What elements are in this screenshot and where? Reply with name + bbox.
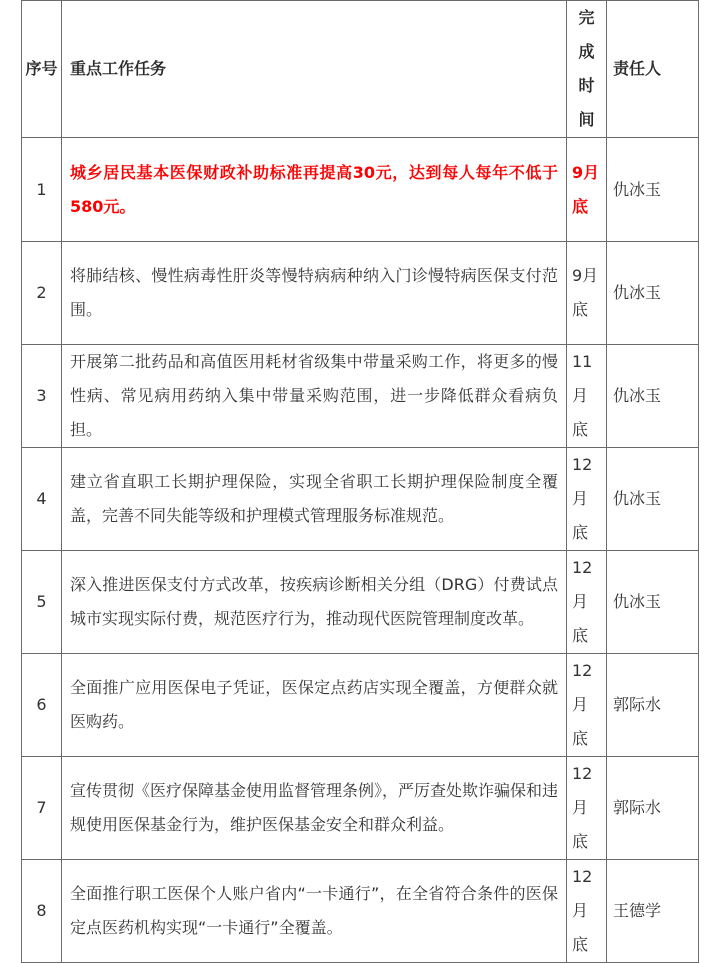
row-deadline: 12月底 — [567, 654, 607, 757]
row-task: 将肺结核、慢性病毒性肝炎等慢特病病种纳入门诊慢特病医保支付范围。 — [62, 242, 567, 345]
row-owner: 仇冰玉 — [607, 242, 699, 345]
row-index: 2 — [22, 242, 62, 345]
row-deadline: 12月底 — [567, 448, 607, 551]
row-owner: 王德学 — [607, 860, 699, 963]
row-task: 全面推广应用医保电子凭证，医保定点药店实现全覆盖，方便群众就医购药。 — [62, 654, 567, 757]
row-deadline: 9月底 — [567, 138, 607, 242]
table-header-row — [22, 1, 699, 138]
row-index: 3 — [22, 345, 62, 448]
header-task: 重点工作任务 — [62, 1, 567, 138]
task-table — [21, 0, 699, 963]
row-deadline: 12月底 — [567, 860, 607, 963]
row-deadline: 12月底 — [567, 551, 607, 654]
row-task: 城乡居民基本医保财政补助标准再提高30元，达到每人每年不低于580元。 — [62, 138, 567, 242]
row-owner: 仇冰玉 — [607, 138, 699, 242]
header-index: 序号 — [22, 1, 62, 138]
row-owner: 仇冰玉 — [607, 448, 699, 551]
row-index: 6 — [22, 654, 62, 757]
row-deadline: 9月底 — [567, 242, 607, 345]
table-row — [22, 654, 699, 757]
row-owner: 仇冰玉 — [607, 345, 699, 448]
row-deadline: 11月底 — [567, 345, 607, 448]
row-task: 深入推进医保支付方式改革，按疾病诊断相关分组（DRG）付费试点城市实现实际付费，规范医疗行为，推动现代医院管理制度改革。 — [62, 551, 567, 654]
table-row — [22, 448, 699, 551]
row-index: 7 — [22, 757, 62, 860]
row-deadline: 12月底 — [567, 757, 607, 860]
table-row — [22, 860, 699, 963]
row-task: 开展第二批药品和高值医用耗材省级集中带量采购工作，将更多的慢性病、常见病用药纳入集中带量采购范围，进一步降低群众看病负担。 — [62, 345, 567, 448]
header-owner: 责任人 — [607, 1, 699, 138]
row-task: 宣传贯彻《医疗保障基金使用监督管理条例》，严厉查处欺诈骗保和违规使用医保基金行为，维护医保基金安全和群众利益。 — [62, 757, 567, 860]
row-index: 5 — [22, 551, 62, 654]
row-owner: 郭际水 — [607, 757, 699, 860]
header-deadline: 完成时间 — [567, 1, 607, 138]
row-task: 建立省直职工长期护理保险，实现全省职工长期护理保险制度全覆盖，完善不同失能等级和护理模式管理服务标准规范。 — [62, 448, 567, 551]
table-row — [22, 345, 699, 448]
row-index: 1 — [22, 138, 62, 242]
row-index: 4 — [22, 448, 62, 551]
row-index: 8 — [22, 860, 62, 963]
table-row — [22, 757, 699, 860]
row-owner: 郭际水 — [607, 654, 699, 757]
table-row — [22, 242, 699, 345]
row-owner: 仇冰玉 — [607, 551, 699, 654]
row-task: 全面推行职工医保个人账户省内“一卡通行”，在全省符合条件的医保定点医药机构实现“一卡通行”全覆盖。 — [62, 860, 567, 963]
table-row — [22, 138, 699, 242]
table-row — [22, 551, 699, 654]
